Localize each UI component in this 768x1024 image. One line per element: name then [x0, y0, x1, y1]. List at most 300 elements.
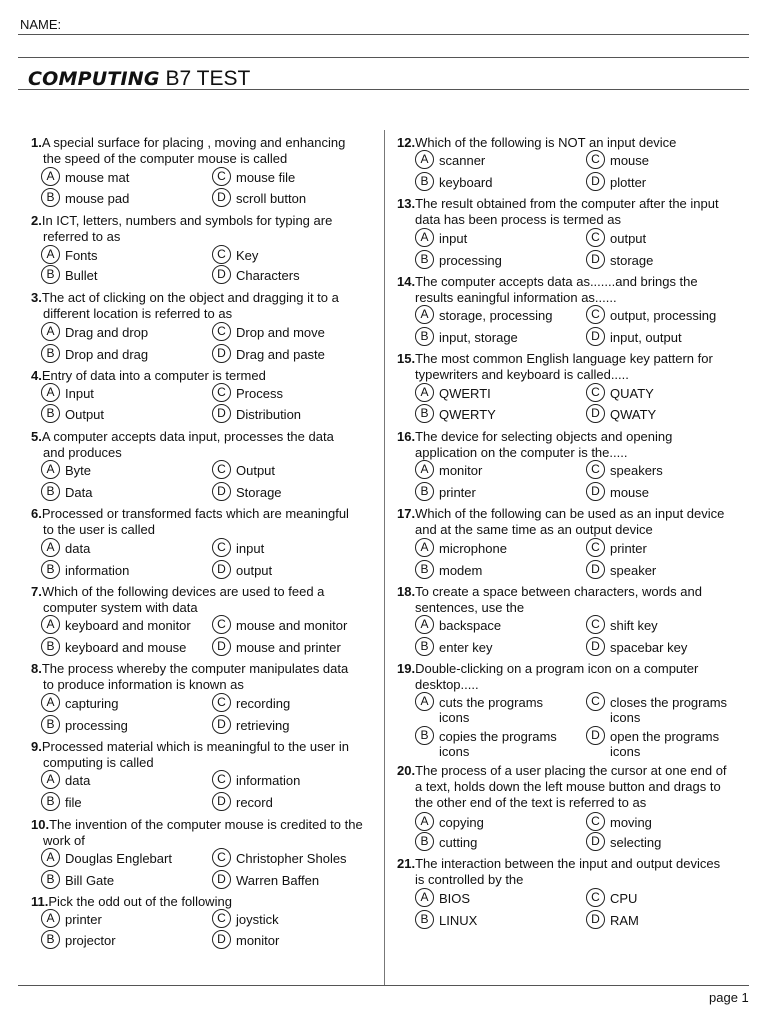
option-letter-circle: C: [212, 245, 231, 264]
option-label: RAM: [610, 913, 639, 928]
option-label: QWERTI: [439, 386, 491, 401]
option-b[interactable]: [415, 253, 502, 269]
option-c[interactable]: [586, 541, 647, 557]
question-number: 18.: [397, 584, 416, 599]
option-label: Drag and paste: [236, 347, 325, 362]
option-d[interactable]: [212, 640, 341, 656]
question-line-1: In ICT, letters, numbers and symbols for typing are: [41, 213, 333, 228]
question-line-2: sentences, use the: [415, 600, 525, 615]
option-letter-circle: B: [41, 870, 60, 889]
option-letter-circle: A: [41, 848, 60, 867]
option-letter-circle: A: [41, 167, 60, 186]
option-label: data: [65, 773, 91, 788]
option-label: processing: [65, 718, 128, 733]
option-c[interactable]: [212, 463, 275, 479]
option-letter-circle: B: [415, 910, 434, 929]
option-b[interactable]: [41, 407, 104, 423]
option-label: monitor: [439, 463, 483, 478]
question-17: [397, 506, 724, 538]
option-label: Byte: [65, 463, 92, 478]
option-b[interactable]: [41, 795, 82, 811]
option-letter-circle: B: [41, 344, 60, 363]
question-line-1: The invention of the computer mouse is credited to the: [49, 817, 363, 832]
question-number: 16.: [397, 429, 416, 444]
question-line-2: and at the same time as an output device: [415, 522, 653, 537]
question-15: [397, 351, 713, 383]
question-line-1: The device for selecting objects and opening: [415, 429, 673, 444]
option-label: mouse and monitor: [236, 618, 348, 633]
question-line-2: application on the computer is the.....: [415, 445, 628, 460]
option-label: storage: [610, 253, 654, 268]
option-label: output: [610, 231, 647, 246]
question-13: [397, 196, 719, 228]
question-line-2: results eaningful information as......: [415, 290, 617, 305]
option-letter-circle: D: [586, 327, 605, 346]
option-letter-circle: A: [415, 305, 434, 324]
option-label: cuts the programs icons: [439, 695, 544, 725]
option-a[interactable]: [415, 386, 491, 402]
option-letter-circle: A: [41, 909, 60, 928]
option-letter-circle: D: [586, 637, 605, 656]
option-b[interactable]: [41, 933, 116, 949]
divider-top: [18, 57, 749, 58]
question-text: [397, 351, 713, 367]
option-label: BIOS: [439, 891, 471, 906]
option-letter-circle: A: [41, 770, 60, 789]
option-letter-circle: B: [415, 832, 434, 851]
option-label: mouse: [610, 485, 650, 500]
option-d[interactable]: [586, 330, 682, 346]
option-letter-circle: A: [415, 615, 434, 634]
option-label: speakers: [610, 463, 663, 478]
option-letter-circle: D: [586, 560, 605, 579]
option-label: microphone: [439, 541, 507, 556]
option-a[interactable]: [41, 325, 148, 341]
option-d[interactable]: [212, 563, 272, 579]
option-letter-circle: D: [586, 172, 605, 191]
option-label: Storage: [236, 485, 282, 500]
option-b[interactable]: [41, 718, 128, 734]
option-letter-circle: B: [41, 188, 60, 207]
option-a[interactable]: [415, 815, 484, 831]
question-line-1: A special surface for placing , moving and enhancing: [41, 135, 346, 150]
option-label: Bill Gate: [65, 873, 115, 888]
divider-title: [18, 89, 749, 90]
option-label: capturing: [65, 696, 119, 711]
option-d[interactable]: [212, 718, 289, 734]
option-label: Christopher Sholes: [236, 851, 347, 866]
option-label: closes the programs icons: [610, 695, 728, 725]
option-letter-circle: A: [415, 228, 434, 247]
title-bold: COMPUTING: [28, 68, 160, 90]
question-7: [31, 584, 324, 616]
question-text: [397, 429, 672, 445]
question-number: 3.: [31, 290, 42, 305]
question-number: 2.: [31, 213, 42, 228]
option-letter-circle: B: [41, 404, 60, 423]
question-21: [397, 856, 720, 888]
option-c[interactable]: [212, 541, 264, 557]
option-label: Process: [236, 386, 283, 401]
option-c[interactable]: [212, 912, 279, 928]
option-a[interactable]: [415, 618, 501, 634]
question-number: 7.: [31, 584, 42, 599]
option-a[interactable]: [415, 231, 467, 247]
option-b[interactable]: [41, 191, 129, 207]
option-d[interactable]: [586, 729, 719, 759]
option-letter-circle: B: [415, 637, 434, 656]
question-line-1: Processed material which is meaningful to the user in: [41, 739, 349, 754]
option-label: spacebar key: [610, 640, 688, 655]
option-letter-circle: C: [212, 322, 231, 341]
option-letter-circle: A: [415, 888, 434, 907]
option-label: speaker: [610, 563, 657, 578]
option-letter-circle: B: [415, 560, 434, 579]
option-c[interactable]: [212, 386, 283, 402]
question-16: [397, 429, 672, 461]
option-d[interactable]: [586, 407, 656, 423]
option-label: selecting: [610, 835, 662, 850]
question-line-1: Which of the following can be used as an input device: [415, 506, 725, 521]
question-line-2: data has been process is termed as: [415, 212, 621, 227]
option-letter-circle: A: [415, 150, 434, 169]
question-number: 8.: [31, 661, 42, 676]
option-label: scroll button: [236, 191, 307, 206]
question-text: [31, 506, 349, 522]
question-line-1: The act of clicking on the object and dragging it to a: [41, 290, 339, 305]
option-label: Output: [65, 407, 105, 422]
option-label: record: [236, 795, 273, 810]
option-b[interactable]: [415, 563, 482, 579]
question-line-1: Pick the odd out of the following: [48, 894, 232, 909]
option-c[interactable]: [586, 386, 654, 402]
option-label: input, storage: [439, 330, 518, 345]
option-c[interactable]: [586, 308, 716, 324]
option-d[interactable]: [212, 795, 273, 811]
option-label: keyboard and mouse: [65, 640, 187, 655]
question-line-2: computing is called: [43, 755, 154, 770]
option-letter-circle: B: [415, 172, 434, 191]
question-text: [31, 894, 232, 910]
option-letter-circle: D: [586, 910, 605, 929]
question-line-2: referred to as: [43, 229, 121, 244]
question-text: [31, 584, 324, 600]
option-letter-circle: B: [415, 327, 434, 346]
option-b[interactable]: [41, 347, 148, 363]
option-c[interactable]: [212, 851, 347, 867]
option-letter-circle: C: [212, 909, 231, 928]
option-c[interactable]: [586, 695, 727, 725]
option-letter-circle: A: [41, 693, 60, 712]
question-number: 17.: [397, 506, 416, 521]
question-line-3: the other end of the text is referred to as: [415, 795, 647, 810]
question-3: [31, 290, 339, 322]
option-d[interactable]: [212, 933, 279, 949]
option-a[interactable]: [41, 170, 129, 186]
option-a[interactable]: [415, 153, 485, 169]
option-label: QWERTY: [439, 407, 496, 422]
option-label: processing: [439, 253, 502, 268]
option-label: CPU: [610, 891, 638, 906]
question-number: 10.: [31, 817, 50, 832]
question-5: [31, 429, 334, 461]
option-a[interactable]: [415, 541, 507, 557]
question-text: [31, 135, 345, 151]
option-letter-circle: A: [41, 615, 60, 634]
question-14: [397, 274, 698, 306]
page-title: [28, 67, 250, 91]
question-text: [397, 763, 727, 779]
option-a[interactable]: [41, 463, 91, 479]
option-c[interactable]: [586, 153, 649, 169]
option-d[interactable]: [212, 485, 282, 501]
option-c[interactable]: [586, 618, 658, 634]
option-letter-circle: A: [41, 383, 60, 402]
option-a[interactable]: [41, 248, 98, 264]
option-label: copying: [439, 815, 484, 830]
option-letter-circle: D: [212, 344, 231, 363]
option-letter-circle: D: [586, 404, 605, 423]
option-b[interactable]: [41, 485, 92, 501]
option-label: retrieving: [236, 718, 290, 733]
option-b[interactable]: [415, 640, 492, 656]
option-d[interactable]: [586, 640, 687, 656]
option-letter-circle: D: [212, 188, 231, 207]
option-letter-circle: C: [586, 228, 605, 247]
option-letter-circle: D: [212, 870, 231, 889]
option-label: Bullet: [65, 268, 98, 283]
option-letter-circle: C: [212, 538, 231, 557]
question-line-1: Which of the following is NOT an input device: [415, 135, 677, 150]
option-b[interactable]: [415, 729, 557, 759]
option-d[interactable]: [586, 485, 649, 501]
option-letter-circle: A: [415, 538, 434, 557]
option-letter-circle: D: [212, 404, 231, 423]
option-a[interactable]: [415, 891, 470, 907]
option-label: printer: [65, 912, 102, 927]
option-c[interactable]: [586, 463, 663, 479]
option-letter-circle: B: [41, 265, 60, 284]
option-letter-circle: C: [586, 812, 605, 831]
option-letter-circle: D: [586, 250, 605, 269]
option-a[interactable]: [41, 696, 118, 712]
option-d[interactable]: [586, 253, 653, 269]
question-text: [397, 196, 719, 212]
option-label: information: [65, 563, 130, 578]
title-rest: B7 TEST: [159, 67, 251, 90]
option-d[interactable]: [212, 268, 300, 284]
option-letter-circle: C: [586, 150, 605, 169]
question-number: 11.: [31, 894, 49, 909]
option-d[interactable]: [212, 873, 319, 889]
option-c[interactable]: [586, 815, 652, 831]
option-letter-circle: C: [586, 305, 605, 324]
question-line-1: Double-clicking on a program icon on a computer: [415, 661, 699, 676]
option-d[interactable]: [586, 835, 661, 851]
option-letter-circle: D: [586, 482, 605, 501]
question-text: [31, 661, 348, 677]
option-letter-circle: C: [212, 693, 231, 712]
option-letter-circle: C: [212, 167, 231, 186]
option-b[interactable]: [415, 330, 518, 346]
option-b[interactable]: [415, 485, 476, 501]
option-letter-circle: C: [586, 888, 605, 907]
option-label: shift key: [610, 618, 658, 633]
question-9: [31, 739, 349, 771]
option-c[interactable]: [212, 170, 295, 186]
question-8: [31, 661, 348, 693]
option-label: Douglas Englebart: [65, 851, 172, 866]
option-d[interactable]: [586, 563, 656, 579]
option-c[interactable]: [212, 696, 290, 712]
option-letter-circle: C: [212, 848, 231, 867]
option-letter-circle: B: [415, 726, 434, 745]
question-4: [31, 368, 266, 384]
option-letter-circle: D: [212, 792, 231, 811]
option-label: Data: [65, 485, 93, 500]
option-label: Input: [65, 386, 94, 401]
option-c[interactable]: [212, 773, 300, 789]
option-label: Characters: [236, 268, 300, 283]
option-letter-circle: B: [41, 930, 60, 949]
option-label: joystick: [236, 912, 279, 927]
option-a[interactable]: [415, 308, 552, 324]
option-label: mouse and printer: [236, 640, 341, 655]
option-d[interactable]: [586, 175, 646, 191]
option-label: Drag and drop: [65, 325, 149, 340]
name-line: [18, 34, 749, 35]
option-letter-circle: C: [586, 538, 605, 557]
option-c[interactable]: [212, 325, 325, 341]
question-line-1: The result obtained from the computer after the input: [415, 196, 719, 211]
question-number: 1.: [31, 135, 42, 150]
option-d[interactable]: [586, 913, 639, 929]
option-c[interactable]: [586, 231, 646, 247]
question-number: 5.: [31, 429, 42, 444]
question-line-2: a text, holds down the left mouse button and drags to: [415, 779, 721, 794]
option-d[interactable]: [212, 407, 301, 423]
question-line-1: Which of the following devices are used to feed a: [41, 584, 325, 599]
option-label: Distribution: [236, 407, 302, 422]
option-a[interactable]: [41, 541, 90, 557]
question-18: [397, 584, 702, 616]
question-text: [31, 213, 332, 229]
question-line-2: and produces: [43, 445, 122, 460]
option-b[interactable]: [41, 563, 129, 579]
question-line-2: desktop.....: [415, 677, 479, 692]
option-letter-circle: D: [212, 560, 231, 579]
option-b[interactable]: [415, 175, 492, 191]
option-label: output, processing: [610, 308, 717, 323]
option-label: data: [65, 541, 91, 556]
option-letter-circle: C: [212, 383, 231, 402]
option-b[interactable]: [41, 640, 186, 656]
option-label: projector: [65, 933, 116, 948]
question-text: [31, 368, 266, 384]
option-label: moving: [610, 815, 652, 830]
option-b[interactable]: [415, 835, 477, 851]
option-label: storage, processing: [439, 308, 553, 323]
option-letter-circle: A: [41, 245, 60, 264]
option-d[interactable]: [212, 191, 306, 207]
option-label: LINUX: [439, 913, 478, 928]
option-letter-circle: D: [212, 482, 231, 501]
question-line-1: The process whereby the computer manipulates data: [41, 661, 349, 676]
question-number: 4.: [31, 368, 42, 383]
option-label: keyboard and monitor: [65, 618, 191, 633]
option-a[interactable]: [41, 851, 172, 867]
question-text: [397, 274, 698, 290]
option-c[interactable]: [212, 248, 258, 264]
option-label: scanner: [439, 153, 486, 168]
question-line-1: The process of a user placing the cursor at one end of: [415, 763, 727, 778]
question-number: 15.: [397, 351, 416, 366]
option-b[interactable]: [415, 913, 477, 929]
option-a[interactable]: [41, 386, 94, 402]
question-20: [397, 763, 727, 811]
option-b[interactable]: [41, 268, 98, 284]
option-letter-circle: D: [212, 930, 231, 949]
option-a[interactable]: [41, 618, 191, 634]
option-letter-circle: C: [586, 692, 605, 711]
question-6: [31, 506, 349, 538]
question-line-1: Processed or transformed facts which are meaningful: [41, 506, 349, 521]
question-line-2: computer system with data: [43, 600, 198, 615]
option-label: QWATY: [610, 407, 657, 422]
question-line-1: A computer accepts data input, processes the data: [41, 429, 334, 444]
option-a[interactable]: [41, 773, 90, 789]
option-a[interactable]: [41, 912, 102, 928]
name-label: NAME:: [20, 17, 62, 32]
option-letter-circle: C: [586, 460, 605, 479]
option-d[interactable]: [212, 347, 325, 363]
question-line-1: To create a space between characters, words and: [415, 584, 702, 599]
option-label: mouse file: [236, 170, 296, 185]
option-letter-circle: D: [586, 726, 605, 745]
option-letter-circle: C: [212, 615, 231, 634]
question-line-2: the speed of the computer mouse is called: [43, 151, 288, 166]
option-letter-circle: B: [415, 404, 434, 423]
option-letter-circle: C: [212, 460, 231, 479]
option-label: input: [439, 231, 468, 246]
question-line-2: different location is referred to as: [43, 306, 233, 321]
question-12: [397, 135, 676, 151]
question-text: [31, 817, 363, 833]
question-line-1: The interaction between the input and output devices: [415, 856, 721, 871]
question-text: [31, 739, 349, 755]
question-line-1: The most common English language key pattern for: [415, 351, 713, 366]
option-c[interactable]: [586, 891, 637, 907]
option-a[interactable]: [415, 695, 543, 725]
option-letter-circle: D: [212, 637, 231, 656]
option-label: Drop and drag: [65, 347, 149, 362]
option-b[interactable]: [415, 407, 496, 423]
question-text: [397, 584, 702, 600]
option-letter-circle: B: [41, 715, 60, 734]
option-label: QUATY: [610, 386, 654, 401]
question-number: 14.: [397, 274, 416, 289]
option-c[interactable]: [212, 618, 347, 634]
option-b[interactable]: [41, 873, 114, 889]
option-label: mouse: [610, 153, 650, 168]
question-line-2: to the user is called: [43, 522, 156, 537]
question-text: [31, 429, 334, 445]
option-a[interactable]: [415, 463, 482, 479]
option-letter-circle: B: [41, 637, 60, 656]
option-letter-circle: A: [415, 383, 434, 402]
option-label: mouse pad: [65, 191, 130, 206]
option-label: Key: [236, 248, 259, 263]
